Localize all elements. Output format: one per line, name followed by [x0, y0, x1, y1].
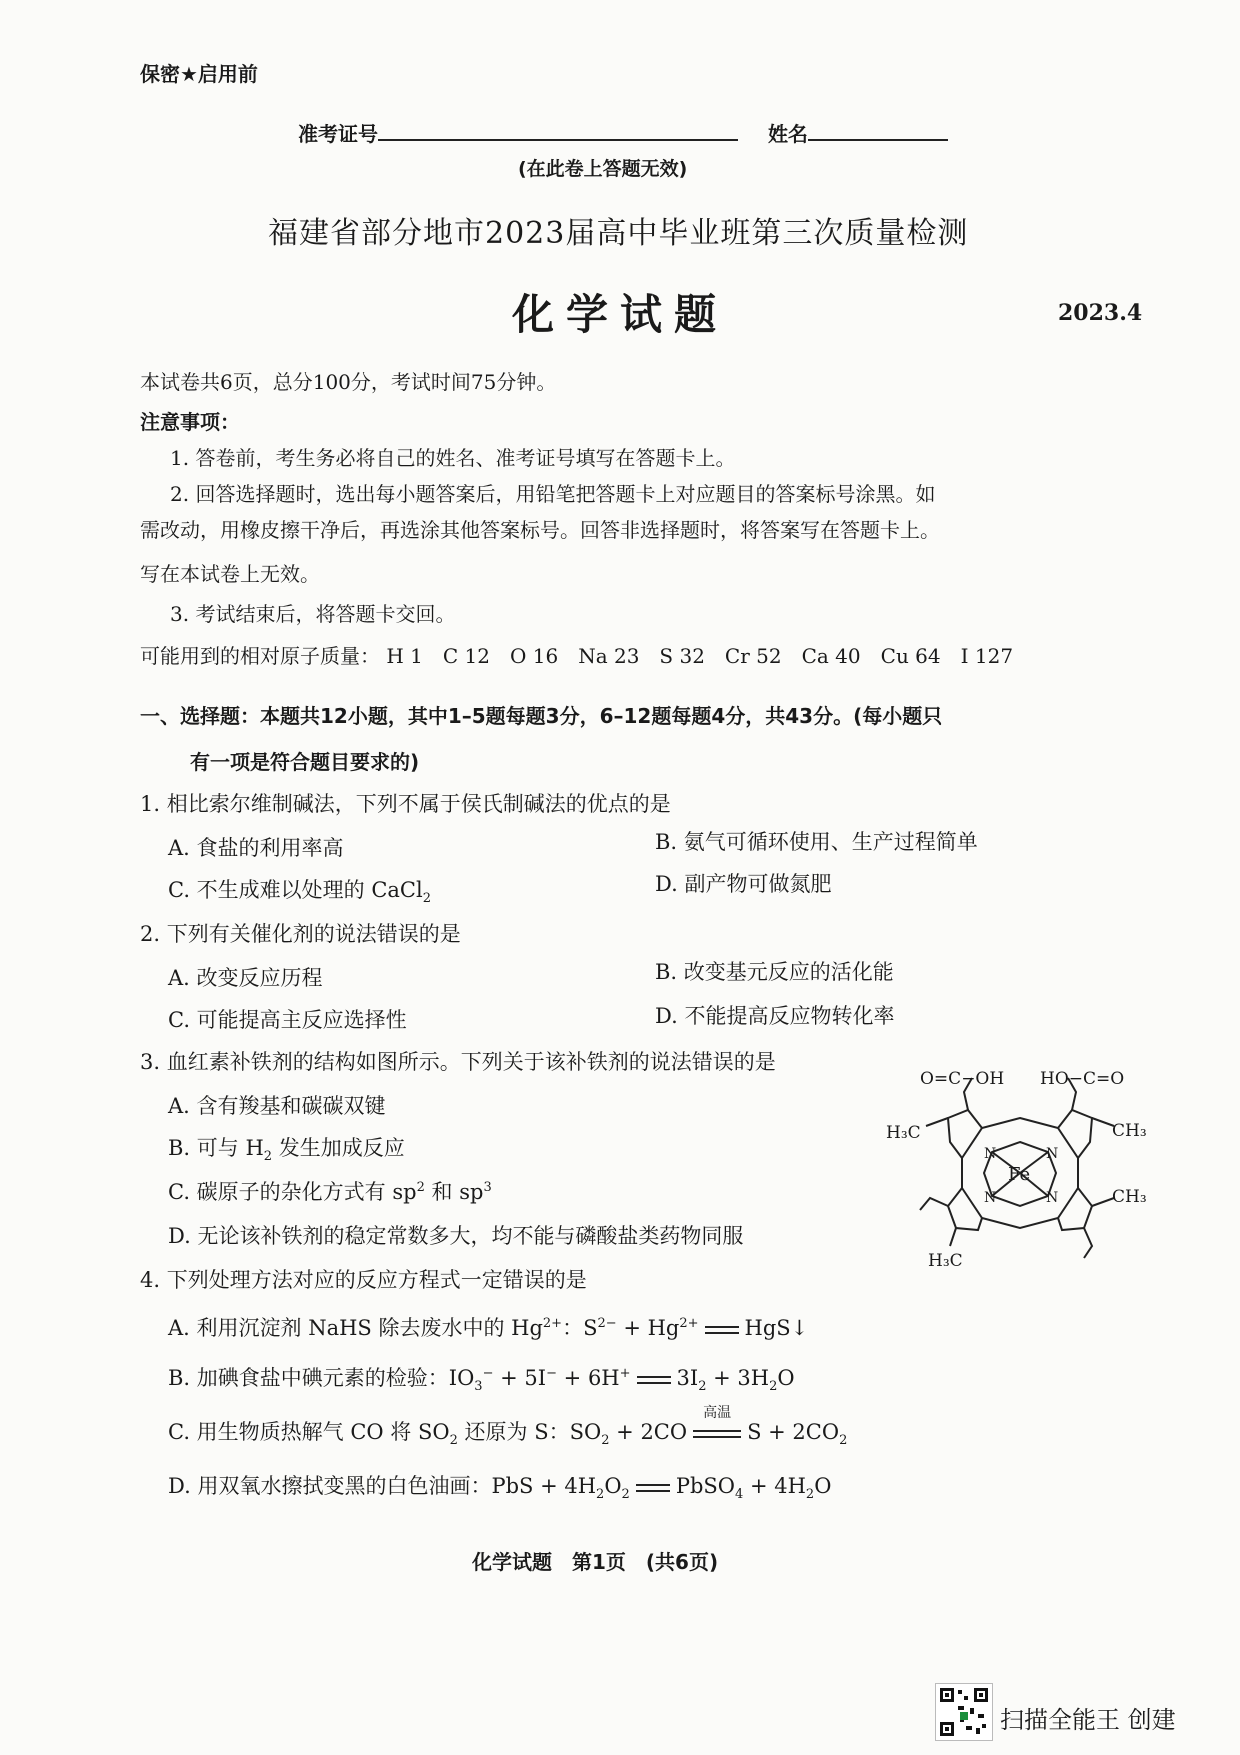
q4-a-colon: ： — [562, 1316, 584, 1340]
q1-option-c[interactable] — [168, 874, 431, 906]
subject-title: 化学试题 — [512, 290, 729, 339]
q4-d-sub-2c: 2 — [805, 1487, 815, 1503]
q4-a-product: HgS↓ — [744, 1316, 809, 1340]
exam-id-label: 准考证号 — [298, 122, 378, 146]
exam-title: 福建省部分地市2023届高中毕业班第三次质量检测 — [268, 216, 969, 251]
q4-d-water-o: O — [814, 1474, 832, 1498]
q1-option-c-sub: 2 — [422, 891, 431, 907]
q4-c-equals-sign — [693, 1405, 741, 1444]
q4-b-equals-sign — [637, 1366, 671, 1390]
ch3-right-bottom-label: CH₃ — [1112, 1187, 1147, 1207]
q4-b-water-o: O — [777, 1366, 795, 1390]
n-label-4: N — [1046, 1190, 1059, 1206]
q3-option-c-mid: 和 sp — [424, 1180, 484, 1204]
q4-b-text: B. 加碘食盐中碘元素的检验：IO — [168, 1366, 475, 1390]
scanner-watermark: 扫描全能王 创建 — [1000, 1706, 1176, 1734]
q4-b-minus-1: − — [482, 1366, 494, 1381]
atomic-mass-line — [140, 640, 1013, 669]
ch3-right-top-label: CH₃ — [1112, 1121, 1147, 1141]
q4-d-sub-2a: 2 — [596, 1487, 605, 1503]
q3-option-c[interactable] — [168, 1176, 492, 1206]
q4-c-condition: 高温 — [703, 1405, 732, 1421]
q4-b-minus-2: − — [546, 1366, 557, 1381]
exam-id-field — [298, 118, 948, 147]
q4-a-s: S — [583, 1316, 598, 1340]
q4-b-sub-2b: 2 — [769, 1379, 778, 1395]
q4-b-proton: + 6H — [557, 1366, 620, 1390]
q4-b-sub-3: 3 — [474, 1379, 483, 1395]
n-label-1: N — [984, 1146, 997, 1162]
section1-heading-line2: 有一项是符合题目要求的) — [190, 750, 420, 774]
q4-d-text: D. 用双氧水擦拭变黑的白色油画：PbS + 4H — [168, 1474, 597, 1498]
name-label: 姓名 — [767, 122, 808, 146]
methyl-bond-left — [926, 1118, 948, 1126]
q2-option-d[interactable]: D. 不能提高反应物转化率 — [655, 1004, 895, 1028]
q1-option-b[interactable]: B. 氨气可循环使用、生产过程简单 — [655, 830, 978, 854]
atomic-mass-values: H 1 C 12 O 16 Na 23 S 32 Cr 52 Ca 40 Cu 64 I 127 — [386, 644, 1014, 668]
q4-b-sub-2a: 2 — [698, 1379, 707, 1395]
notice-item-1: 1. 答卷前，考生务必将自己的姓名、准考证号填写在答题卡上。 — [170, 446, 736, 470]
atomic-mass-label: 可能用到的相对原子质量： — [140, 644, 380, 668]
q3-option-c-sup1: 2 — [416, 1180, 425, 1195]
exam-id-blank[interactable] — [378, 139, 738, 141]
vinyl-right — [1084, 1228, 1092, 1258]
heme-structure-figure — [880, 1070, 1160, 1280]
notice-label: 注意事项： — [140, 410, 240, 434]
q3-option-d[interactable]: D. 无论该补铁剂的稳定常数多大，均不能与磷酸盐类药物同服 — [168, 1224, 744, 1248]
q4-d-sub-4: 4 — [735, 1487, 744, 1503]
q1-stem: 1. 相比索尔维制碱法，下列不属于侯氏制碱法的优点的是 — [140, 792, 671, 816]
q1-option-a[interactable]: A. 食盐的利用率高 — [168, 836, 344, 860]
q2-option-b[interactable]: B. 改变基元反应的活化能 — [655, 960, 894, 984]
q3-option-a[interactable]: A. 含有羧基和碳碳双键 — [168, 1094, 386, 1118]
q3-option-b-post: 发生加成反应 — [272, 1136, 405, 1160]
q4-stem: 4. 下列处理方法对应的反应方程式一定错误的是 — [140, 1268, 587, 1292]
name-blank[interactable] — [808, 139, 948, 141]
q2-stem: 2. 下列有关催化剂的说法错误的是 — [140, 922, 461, 946]
q4-b-plus: + — [619, 1366, 631, 1381]
exam-date: 2023.4 — [1058, 300, 1143, 326]
notice-item-2-line3: 写在本试卷上无效。 — [140, 562, 320, 586]
q4-a-charge-2: 2− — [597, 1316, 617, 1331]
q4-a-hg: + Hg — [616, 1316, 680, 1340]
q1-option-d[interactable]: D. 副产物可做氮肥 — [655, 872, 832, 896]
q3-option-c-sup2: 3 — [483, 1180, 492, 1195]
q4-c-sub-2b: 2 — [601, 1433, 610, 1449]
section1-heading-line1: 一、选择题：本题共12小题，其中1–5题每题3分，6–12题每题4分，共43分。(每小题只 — [140, 704, 943, 728]
q4-c-text2: 还原为 S：SO — [457, 1420, 602, 1444]
n-label-2: N — [1046, 1146, 1059, 1162]
notice-item-2-line2: 需改动，用橡皮擦干净后，再选涂其他答案标号。回答非选择题时，将答案写在答题卡上。 — [140, 518, 940, 542]
notice-item-3: 3. 考试结束后，将答题卡交回。 — [170, 602, 456, 626]
q4-c-sub-2c: 2 — [839, 1433, 848, 1449]
fe-label: Fe — [1008, 1164, 1031, 1185]
exam-intro: 本试卷共6页，总分100分，考试时间75分钟。 — [140, 370, 557, 394]
q4-d-equals-sign — [636, 1474, 670, 1498]
q2-option-a[interactable]: A. 改变反应历程 — [168, 966, 323, 990]
q4-a-text: A. 利用沉淀剂 NaHS 除去废水中的 Hg — [168, 1316, 543, 1340]
invalid-note: (在此卷上答题无效) — [518, 158, 688, 180]
q4-a-charge-3: 2+ — [679, 1316, 699, 1331]
cooh-right-label: HO−C=O — [1040, 1070, 1125, 1089]
q1-option-c-text: C. 不生成难以处理的 CaCl — [168, 878, 423, 902]
h3c-bottom-label: H₃C — [928, 1251, 963, 1271]
q4-d-product: PbSO — [675, 1474, 735, 1498]
q4-option-a[interactable] — [168, 1312, 808, 1342]
methyl-bond-right-top — [1092, 1118, 1114, 1126]
q4-c-sub-2a: 2 — [449, 1433, 458, 1449]
q3-option-c-pre: C. 碳原子的杂化方式有 sp — [168, 1180, 417, 1204]
q4-option-b[interactable] — [168, 1362, 795, 1394]
h3c-left-label: H₃C — [886, 1123, 921, 1143]
q3-option-b-sub: 2 — [263, 1149, 273, 1165]
notice-item-2-line1: 2. 回答选择题时，选出每小题答案后，用铅笔把答题卡上对应题目的答案标号涂黑。如 — [170, 482, 936, 506]
q4-d-sub-2b: 2 — [621, 1487, 630, 1503]
page-footer: 化学试题 第1页 (共6页) — [472, 1550, 719, 1574]
n-label-3: N — [984, 1190, 997, 1206]
q4-a-equals-sign — [705, 1316, 739, 1340]
q4-b-iodide: + 5I — [493, 1366, 547, 1390]
q2-option-c[interactable]: C. 可能提高主反应选择性 — [168, 1008, 407, 1032]
q4-c-product: S + 2CO — [747, 1420, 840, 1444]
q4-b-iodine: 3I — [676, 1366, 699, 1390]
q4-d-water: + 4H — [743, 1474, 806, 1498]
q4-b-water: + 3H — [706, 1366, 770, 1390]
qr-code-icon — [935, 1683, 993, 1741]
q4-option-c[interactable] — [168, 1405, 848, 1449]
methyl-bond-bottom — [950, 1228, 956, 1246]
q3-stem: 3. 血红素补铁剂的结构如图所示。下列关于该补铁剂的说法错误的是 — [140, 1050, 776, 1074]
q4-c-text3: + 2CO — [609, 1420, 688, 1444]
confidential-mark: 保密★启用前 — [140, 62, 258, 86]
q4-option-d[interactable] — [168, 1470, 831, 1502]
q3-option-b[interactable] — [168, 1132, 405, 1164]
methyl-bond-right-bottom — [1092, 1198, 1114, 1206]
q3-option-b-pre: B. 可与 H — [168, 1136, 264, 1160]
cooh-left-label: O=C−OH — [920, 1070, 1005, 1089]
q4-c-text: C. 用生物质热解气 CO 将 SO — [168, 1420, 450, 1444]
q4-a-charge-1: 2+ — [542, 1316, 563, 1331]
q4-d-text2: O — [604, 1474, 622, 1498]
vinyl-left — [920, 1198, 948, 1210]
